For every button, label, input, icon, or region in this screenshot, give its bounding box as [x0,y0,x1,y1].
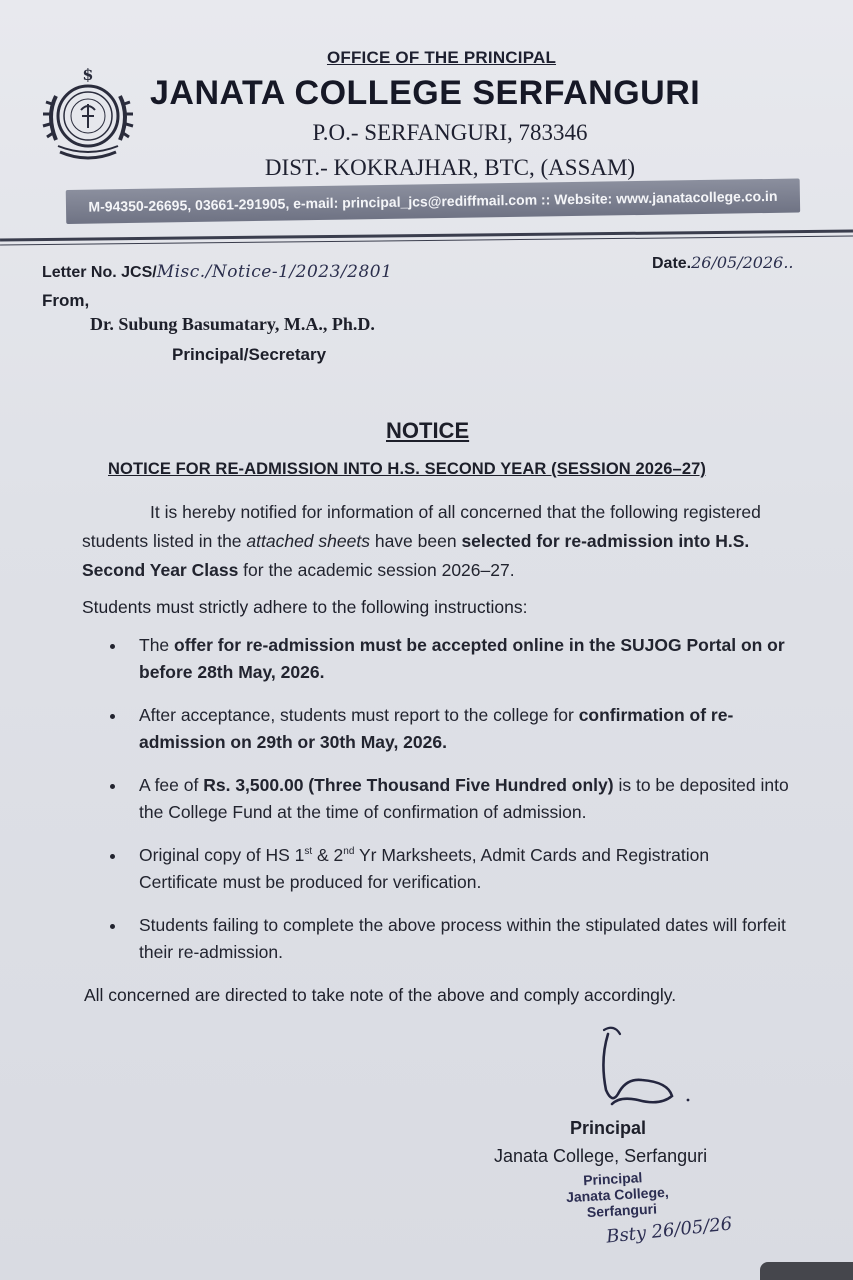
para-text: have been [369,531,462,551]
principal-name: Dr. Subung Basumatary, M.A., Ph.D. [90,314,375,334]
address-line-2: DIST.- KOKRAJHAR, BTC, (ASSAM) [264,155,636,180]
item-text: After acceptance, students must report to the college for [139,705,579,725]
stamp-line: Janata College, [565,1183,670,1206]
item-text: Original copy of HS 1 [139,845,305,865]
para-text: It is hereby notified for information of all concerned that the following registered students listed in the [82,502,761,551]
page-shadow [760,1262,853,1280]
item-text: Yr Marksheets, Admit Cards and Registration Certificate must be produced for verification. [139,845,710,892]
para-selected: selected for re-admission into H.S. Second Year Class [82,531,750,580]
stamp-line: Principal [582,1169,643,1189]
para-attached-sheets: attached sheets [246,531,370,551]
date-label: Date. [652,255,692,272]
letter-date [652,253,794,273]
letter-number-handwritten: Misc./Notice-1/2023/2801 [156,262,393,282]
bullet-icon [110,784,115,789]
signoff-title: Principal [570,1118,647,1138]
para-text: for the academic session 2026–27. [238,560,515,580]
date-handwritten: 26/05/2026.. [691,253,794,272]
office-heading: OFFICE OF THE PRINCIPAL [326,48,557,67]
stamp-line: Serfanguri [586,1200,658,1221]
item-text: A fee of [139,775,204,795]
college-emblem-icon [38,66,138,170]
item-text-bold: offer for re-admission must be accepted online in the SUJOG Portal on or before 28th May, 2026. [139,635,785,682]
signature-icon [590,1020,700,1110]
principal-stamp [561,1167,693,1222]
bullet-icon [110,924,115,929]
item-text: Students failing to complete the above process within the stipulated dates will forfeit their re-admission. [139,915,786,962]
principal-role: Principal/Secretary [172,345,327,364]
item-text-bold: confirmation of re-admission on 29th or 30th May, 2026. [139,705,734,752]
signoff-college: Janata College, Serfanguri [494,1146,708,1166]
bullet-icon [110,714,115,719]
from-label: From, [42,291,90,310]
contact-bar: M-94350-26695, 03661-291905, e-mail: principal_jcs@rediffmail.com :: Website: www.janatacollege.co.in [66,178,800,224]
item-sup: st [304,846,313,858]
bullet-icon [110,644,115,649]
address-line-1: P.O.- SERFANGURI, 783346 [312,120,588,145]
item-text: is to be deposited into the College Fund at the time of confirmation of admission. [139,775,789,822]
letter-number [42,262,392,282]
college-name: JANATA COLLEGE SERFANGURI [150,74,701,112]
item-text: & 2 [312,845,344,865]
closing-line: All concerned are directed to take note of the above and comply accordingly. [84,985,677,1005]
item-text-bold: Rs. 3,500.00 (Three Thousand Five Hundred only) [203,775,614,795]
handwritten-initials: Bsty 26/05/26 [605,1213,734,1248]
instructions-lead: Students must strictly adhere to the following instructions: [82,597,528,617]
item-text: The [139,635,175,655]
letter-number-label: Letter No. JCS/ [42,264,157,281]
svg-text:$: $ [82,66,94,84]
notice-title: NOTICE [386,418,470,443]
bullet-icon [110,854,115,859]
item-sup: nd [343,846,355,858]
notice-paragraph [82,498,782,585]
notice-subtitle: NOTICE FOR RE-ADMISSION INTO H.S. SECOND YEAR (SESSION 2026–27) [108,460,706,478]
